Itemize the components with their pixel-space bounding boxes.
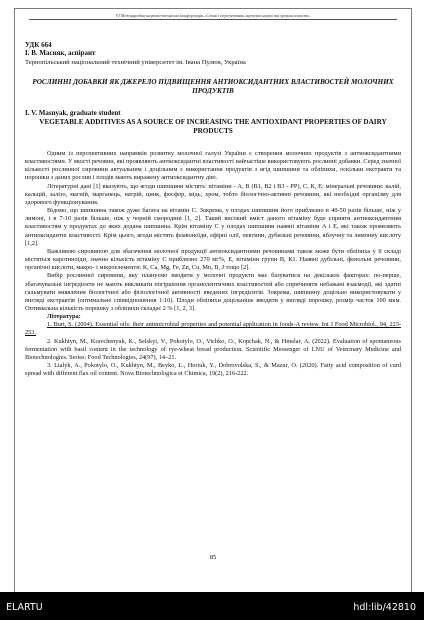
paragraph: Важливою сировиною для збагачення молочної продукції антиоксидантними речовинами також може бути обліпиха у її складі містяться каротиноїди, значна кількість вітаміну С приблизно 270 мг%, Е, вітаміни групи В, К1. Наявні дубільні, фенольні речовини, органічні кислоти, макро- і мікроелементи: К, Са, Mg, Fe, Zn, Cu, Mn, B, J тощо [2]. [25, 247, 401, 272]
handle-link[interactable]: hdl:lib/42810 [353, 602, 416, 613]
article-body [25, 150, 401, 378]
reference-item: 2. Kukhtyn, M., Kravchenyuk, K., Selskyi, V., Pokotylo, O., Vichko, O., Kopchak, N., & Hmelar, A. (2022). Evaluation of spontaneous fermentation with basil content in the technology of rye-wheat bread production. Scientific Messenger of LNU of Veterinary Medicine and Biotechnologies. Series: Food Technologies, 24(97), 14–21. [25, 337, 401, 361]
author-ua: І. В. Масняк, аспірант [25, 49, 96, 57]
literature-heading: Література: [47, 313, 81, 321]
reference-list [25, 321, 401, 378]
title-ua: РОСЛИННІ ДОБАВКИ ЯК ДЖЕРЕЛО ПІДВИЩЕННЯ АНТИОКСИДАНТНИХ ВЛАСТИВОСТЕЙ МОЛОЧНИХ ПРОДУКТІВ [32, 78, 394, 95]
paragraph: Літературні дані [1] вказують, що ягоди шипшини містять: вітаміни - А, В (В1, В2 і В3 - РР), С, К, Е; мінеральні речовини: калій, кальцій, залізо, магній, марганець, натрій, цинк, фосфор, мідь, хром, тобто біологічно-активні речовини, які необхідні організму для здорового функціонування. [25, 182, 401, 206]
reference-item[interactable]: 1. Burt, S. (2004). Essential oils: their antimicrobial properties and potential application in foods-A review. Int J Food Microbiol., 94, 223-253. [25, 321, 401, 337]
reference-item: 3. Lialyk, A., Pokotylo, O., Kukhtyn, M., Beyko, L., Horiuk, Y., Dobrovolska, S., & Mazur, O. (2020). Fatty acid composition of curd spread with different flax oil content. Nova Biotechnologica et Chimica, 19(2), 216-222. [25, 362, 401, 378]
udk-code: УДК 664 [25, 41, 52, 49]
repository-name: ELARTU [6, 602, 43, 613]
document-page [14, 8, 412, 593]
affiliation-ua: Тернопільський національний технічний університет ім. Івана Пулюя, Україна [25, 59, 246, 66]
paragraph: Вибір рослинної сировини, яку плануємо вводити у молочні продукти має базуватися на декількох факторах: по-перше, збагачувальні інгредієнти не мають викликати погіршення органолептичних властивостей або спричиняти небажані взаємодії, які здатні гальмувати виявлення біологічної або фізіологічної активності введених інгредієнтів. Зокрема, шипшину доцільно використовувати у вигляді екстрактів (оптимальне співвідношення 1:10). Плоди обліпихи доцільніше вводити у вигляді порошку, розмір часток 100 мкм. Оптимальна кількість порошку з обліпихи складає 2 % [1, 2, 3]. [25, 272, 401, 312]
paragraph: Одним із перспективних напрямків розвитку молочної галузі України є створення молочних продуктів з антиоксидантними властивостями. У якості речовин, які проявляють антиоксидантні властивості найчастіше використовують рослинні добавки. Серед значної кількості рослинної сировини актуальним і доцільним є використання продуктів з ягід шипшини та обліпихи, оскільки екстракти та порошки з даних рослин і плодів мають виражену антиоксидантну дію. [25, 150, 401, 182]
paragraph: Відомо, що шипшина також дуже багата на вітамін С. Зокрема, у плодах шипшини його приблизно в 40-50 разів більше, ніж у лимоні, і в 7-10 разів більше, ніж у чорній смородині [1, 2]. Такий високий вміст даного вітаміну буде сприяти антиоксидантним властивостям у продуктах до яких додана шипшина. Крім вітаміну С у плодах шипшини наявні вітаміни А і Е, які також проявляють антиоксидантні властивості. Крім цього, ягоди містять флавоноїди, ефірні олії, пектини, дубильні речовини, яблучну та лимонну кислоту [1,2]. [25, 207, 401, 247]
repository-footer [0, 592, 424, 620]
page-number: 85 [209, 554, 217, 561]
title-en: VEGETABLE ADDITIVES AS A SOURCE OF INCREASING THE ANTIOXIDANT PROPERTIES OF DAIRY PRODUCTS [39, 118, 387, 135]
author-en: I. V. Masnyak, graduate student [25, 109, 121, 117]
conference-header: VІ Міжнародна науково-технічна конференція «Стан і перспективи харчової науки та промисловості» [29, 13, 397, 20]
